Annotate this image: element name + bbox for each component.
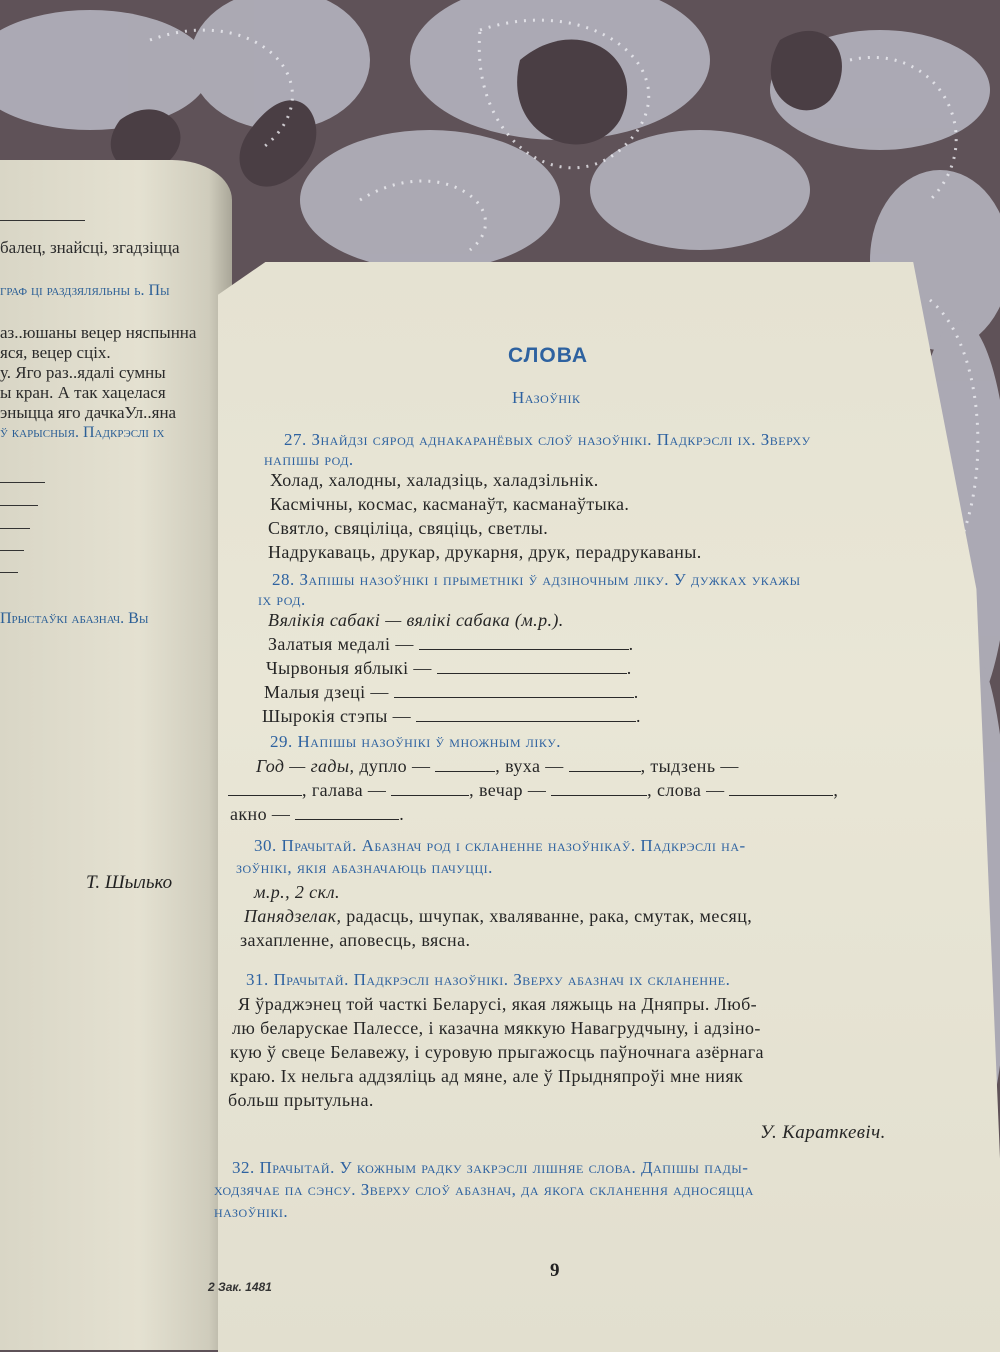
exercise-27-task-cont: напішы род. (264, 450, 354, 469)
exercise-30-task: 30. Прачытай. Абазнач род і скланенне назоўнікаў. Падкрэслі на- (254, 836, 746, 855)
exercise-30-task-cont: зоўнікі, якія абазначаюць пачуцці. (236, 858, 493, 877)
exercise-28-item: Малыя дзеці — . (264, 682, 639, 702)
exercise-27-task: 27. Знайдзі сярод аднакаранёвых слоў назоўнікі. Падкрэслі іх. Зверху (284, 430, 811, 449)
exercise-31-line: краю. Іх нельга аддзяліць ад мяне, але ў Прыдняпроўі мне нияк (230, 1066, 744, 1086)
section-title: СЛОВА (508, 344, 588, 367)
exercise-28-item: Шырокія стэпы — . (262, 706, 641, 726)
press-mark: 2 Зак. 1481 (208, 1280, 272, 1294)
exercise-28-item: Залатыя медалі — . (268, 634, 634, 654)
section-subtitle: Назоўнік (512, 388, 581, 407)
page-number: 9 (550, 1260, 560, 1281)
exercise-31-author: У. Караткевіч. (760, 1122, 886, 1143)
exercise-28-example: Вялікія сабакі — вялікі сабака (м.р.). (268, 610, 564, 630)
exercise-32-task: 32. Прачытай. У кожным радку закрэслі лішняе слова. Дапішы пады- (232, 1158, 749, 1177)
left-page-line: у. Яго раз..ядалі сумны (0, 363, 166, 382)
exercise-27-line: Надрукаваць, друкар, друкарня, друк, перадрукаваны. (268, 542, 702, 562)
exercise-27-line: Холад, халодны, халадзіць, халадзільнік. (270, 470, 599, 490)
exercise-28-item: Чырвоныя яблыкі — . (266, 658, 632, 678)
exercise-29-line: акно — . (230, 804, 405, 824)
left-page (0, 160, 232, 1350)
left-page-line: ў карысныя. Падкрэслі ix (0, 424, 165, 441)
exercise-30-line: захапленне, аповесць, вясна. (240, 930, 471, 950)
exercise-32-task-cont: ходзячае па сэнсу. Зверху слоў абазнач, да якога скланення адносяцца (214, 1180, 754, 1199)
left-page-line: ы кран. А так хацелася (0, 383, 166, 402)
right-page (208, 262, 1000, 1352)
left-page-line: эныцца яго дачкаУл..яна (0, 403, 177, 422)
exercise-31-task: 31. Прачытай. Падкрэслі назоўнікі. Зверху абазнач іх скланенне. (246, 970, 731, 989)
left-page-line: граф ці раздзяляльны ь. Пы (0, 282, 170, 299)
exercise-27-line: Касмічны, космас, касманаўт, касманаўтыка. (270, 494, 630, 514)
left-page-line: Прыстаўкі абазнач. Вы (0, 610, 149, 627)
exercise-30-line: Панядзелак, радасць, шчупак, хваляванне, рака, смутак, месяц, (244, 906, 753, 926)
exercise-27-line: Святло, свяціліца, свяціць, светлы. (268, 518, 549, 538)
exercise-31-line: кую ў свеце Белавежу, і суровую прыгажосць паўночнага азёрнага (230, 1042, 764, 1062)
exercise-29-task: 29. Напішы назоўнікі ў множным ліку. (270, 732, 561, 751)
exercise-29-line: , галава — , вечар — , слова — , (228, 780, 838, 801)
exercise-32-task-cont: назоўнікі. (214, 1202, 289, 1221)
exercise-28-task: 28. Запішы назоўнікі і прыметнікі ў адзіночным ліку. У дужках укажы (272, 570, 801, 589)
exercise-29-line: Год — гады, дупло — , вуха — , тыдзень — (256, 756, 739, 776)
left-page-line: яся, вецер сціх. (0, 343, 111, 362)
exercise-31-line: Я ўраджэнец той часткі Беларусі, якая ляжыць на Дняпры. Люб- (238, 994, 758, 1014)
left-page-line: балец, знайсці, згадзіцца (0, 238, 180, 257)
exercise-28-task-cont: іх род. (258, 590, 306, 609)
left-page-author: Т. Шылько (86, 872, 173, 893)
exercise-30-example-label: м.р., 2 скл. (254, 882, 340, 902)
left-page-line: аз..юшаны вецер няспынна (0, 323, 197, 342)
exercise-31-line: лю беларускае Палессе, і казачна мяккую Навагрудчыну, і адзіно- (232, 1018, 761, 1038)
exercise-31-line: больш прытульна. (228, 1090, 374, 1110)
